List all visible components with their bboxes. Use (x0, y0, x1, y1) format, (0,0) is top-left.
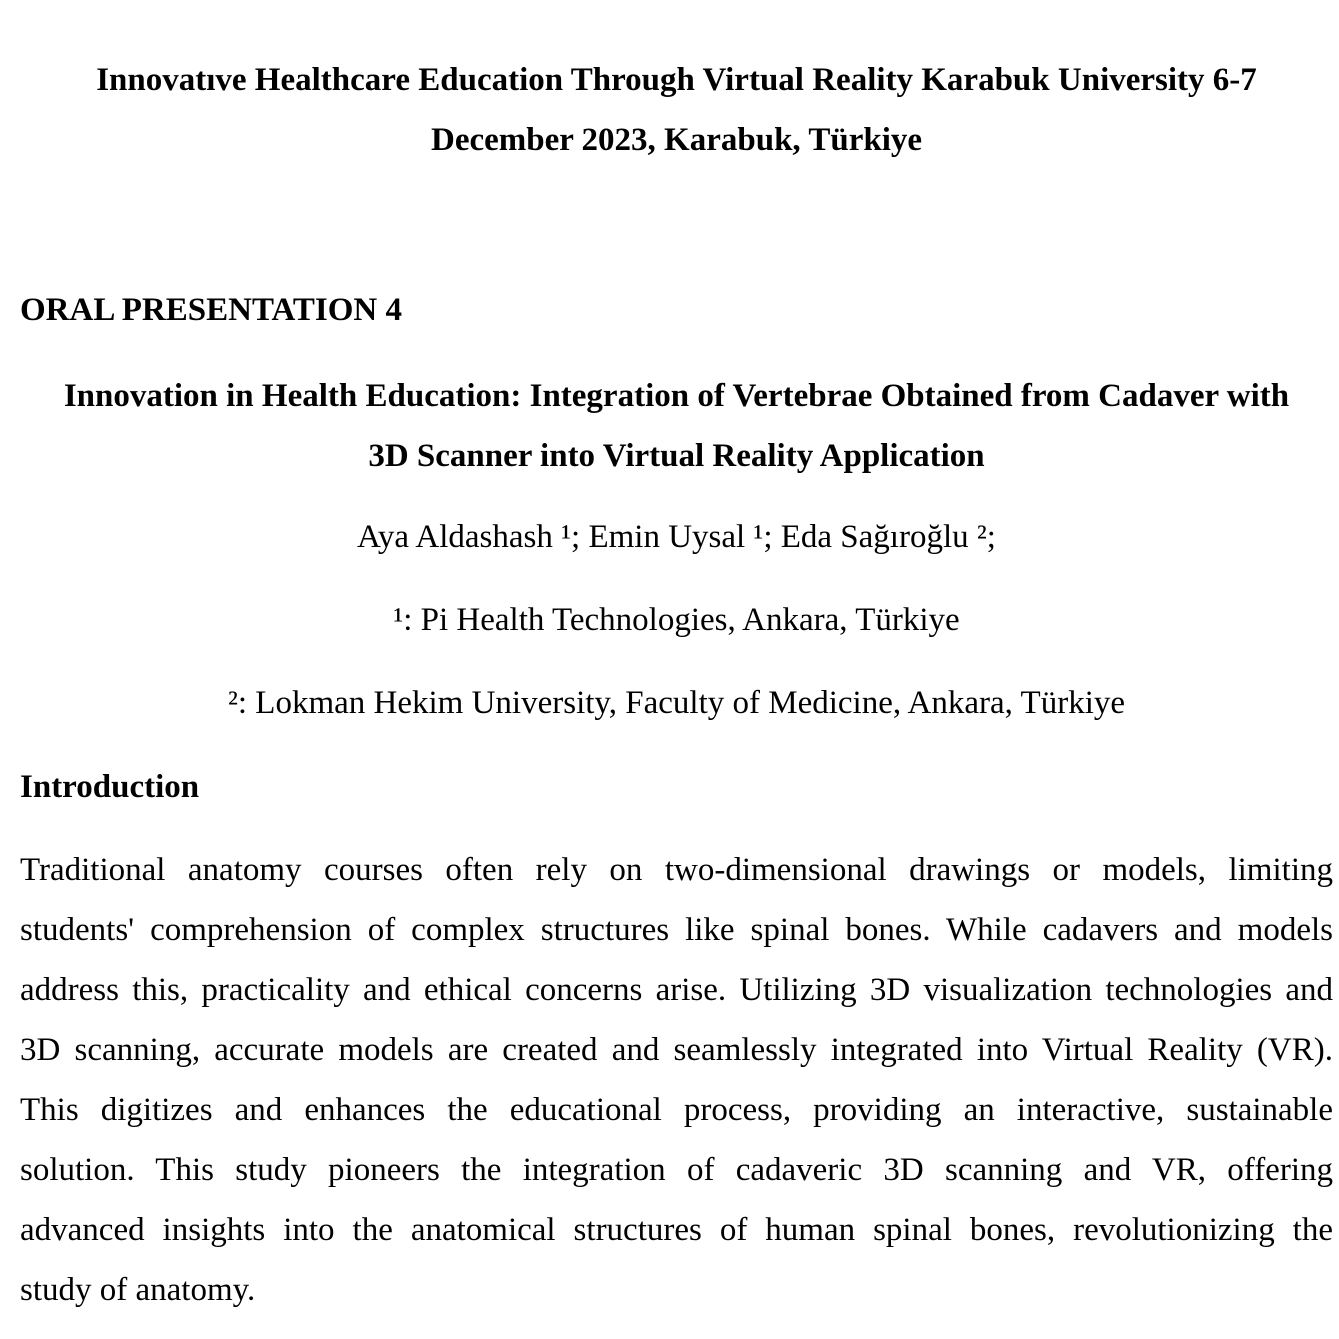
paper-title-line-1: Innovation in Health Education: Integration of Vertebrae Obtained from Cadaver with (63, 378, 1290, 414)
paper-title-line-2: 3D Scanner into Virtual Reality Application (368, 438, 985, 474)
introduction-heading: Introduction (20, 769, 200, 805)
paragraph-line: address this, practicality and ethical concerns arise. Utilizing 3D visualization technologies and (20, 972, 1333, 1008)
conference-header-line-2: December 2023, Karabuk, Türkiye (430, 122, 923, 158)
paragraph-line: This digitizes and enhances the educational process, providing an interactive, sustainable (20, 1092, 1333, 1128)
section-label: ORAL PRESENTATION 4 (20, 292, 403, 328)
paragraph-line: solution. This study pioneers the integration of cadaveric 3D scanning and VR, offering (20, 1152, 1333, 1188)
paragraph-line: 3D scanning, accurate models are created and seamlessly integrated into Virtual Reality (VR). (20, 1032, 1333, 1068)
paragraph-line: students' comprehension of complex structures like spinal bones. While cadavers and models (20, 912, 1333, 948)
paper-title (20, 366, 1333, 486)
paragraph-line: advanced insights into the anatomical structures of human spinal bones, revolutionizing the (20, 1212, 1333, 1248)
paragraph-line: study of anatomy. (20, 1272, 256, 1308)
conference-header-line-1: Innovatıve Healthcare Education Through Virtual Reality Karabuk University 6-7 (96, 62, 1257, 98)
affiliation-2: ²: Lokman Hekim University, Faculty of Medicine, Ankara, Türkiye (227, 685, 1126, 721)
conference-header (20, 50, 1333, 170)
introduction-paragraph (20, 840, 1333, 1320)
paragraph-line: Traditional anatomy courses often rely on two-dimensional drawings or models, limiting (20, 852, 1333, 888)
author-list: Aya Aldashash ¹; Emin Uysal ¹; Eda Sağıroğlu ²; (357, 519, 996, 555)
affiliation-1: ¹: Pi Health Technologies, Ankara, Türkiye (393, 602, 960, 638)
